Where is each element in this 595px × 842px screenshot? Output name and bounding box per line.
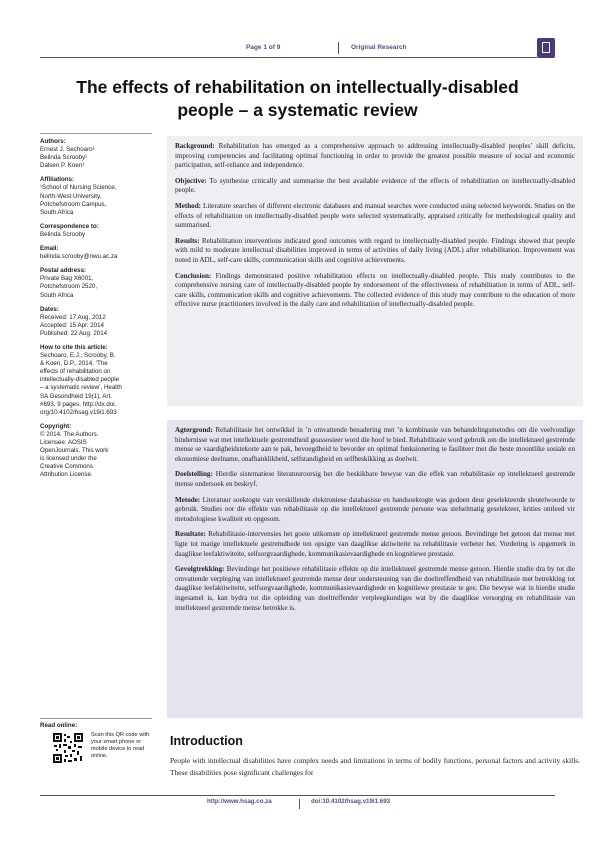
email-label: Email: <box>40 245 59 253</box>
affiliations-block <box>40 176 152 216</box>
header-divider <box>338 42 339 54</box>
correspondence-name: Belinda Scrooby <box>40 230 86 238</box>
read-online-label: Read online: <box>40 722 78 729</box>
abstract-heading: Resultate: <box>175 530 206 539</box>
affiliation-line: South Africa <box>40 208 74 216</box>
read-online-text: Scan this QR code with your smart phone or mobile device to read online. <box>91 732 150 759</box>
abstract-text: Rehabilitasie het ontwikkel in ’n omvattende benadering met ’n kombinasie van behandelingsmetodes om die veelvoudige hindernisse wat met intellektuele gestremdheid geassosieer word die hoof te bied. Rehabilitasie word gebruik om die intellektueel gestremde mense se vaardigheidstekorte aan te pak, bevoegdheid te bevorder en optimal funksionering te fasiliteer met die beste moontlike sosiale en ekonomiese deelname, onafhanklikheid, selfstandigheid en selfbeskikking as doelwit. <box>175 426 575 463</box>
copyright-label: Copyright: <box>40 422 72 430</box>
copyright-line: is licensed under the <box>40 455 97 463</box>
email-link[interactable]: belinda.scrooby@nwu.ac.za <box>40 253 118 261</box>
abstract-text: Findings demonstrated positive rehabilitation effects on intellectually-disabled people. This study contributes to the comprehensive nursing care of intellectually-disabled people by endorsement of the effectiveness of rehabilitation in terms of ADL, self-care skills, communication skills and cognitive achievements. The collected evidence of this study may contribute to the education of more effective nurse practitioners involved in the daily care and rehabilitation of intellectually-disabled people. <box>175 271 575 309</box>
cite-link[interactable]: org/10.4102/hsag.v19i1.693 <box>40 408 117 416</box>
copyright-line: Creative Commons <box>40 463 93 471</box>
date-line: Published: 22 Aug. 2014 <box>40 329 108 337</box>
postal-line: Potchefstroom 2520, <box>40 283 98 291</box>
abstract-text: Literature searches of different electronic databases and manual searches were conducted using selected keywords. Studies on the effects of rehabilitation on intellectually-disabled people were selected systematically, appraised critically for methodological quality and summarised. <box>175 201 575 230</box>
abstract-text: Bevindinge het positiewe rehabilitasie effekte op die intellektueel gestremde mense getoon. Hierdie studie dra by tot die omvattende verpleging van intellektueel gestremde mense deur ondersteuning van die doeltreffendheid van rehabilitasie met betrekking tot daaglikse leefaktiwiteite, selfsorgvaardighede, kommunikasievaardighede en kognitiewe prestasie te gee. Die bewyse wat in hierdie studie ingesamel is, kan bydra tot die opleiding van doeltreffender verpleegkundiges wat by die daaglikse versorging en rehabilitasie van intellektueel gestremde mense betrokke is. <box>175 565 575 612</box>
header-rule <box>40 57 537 58</box>
copyright-line: © 2014. The Authors. <box>40 430 99 438</box>
abstract-heading: Doelstelling: <box>175 470 213 479</box>
introduction-heading: Introduction <box>170 734 243 748</box>
abstract-text: Rehabilitation interventions indicated good outcomes with regard to intellectually-disabled people. Findings showed that people with mild to moderate intellectual disabilities improved in terms of activities of daily living (ADL) after rehabilitation. Improvement was noted in ADL, self-care skills, communication skills and cognitive achievements. <box>175 236 575 264</box>
abstract-text: Hierdie sistematiese literatuuroorsig het die beskikbare bewyse van die effek van rehabilitasie op intellektueel gestremde mense ondersoek en beskryf. <box>175 470 575 488</box>
page-header <box>40 38 555 58</box>
abstract-gevolgtrekking <box>175 565 575 613</box>
abstract-heading: Agtergrond: <box>175 426 213 434</box>
abstract-resultate <box>175 530 575 559</box>
authors-label: Authors: <box>40 138 66 145</box>
affiliation-line: Potchefstroom Campus, <box>40 200 107 208</box>
dates-block <box>40 306 152 338</box>
doi-link[interactable]: doi:10.4102/hsag.v19i1.693 <box>311 798 391 805</box>
page-number: Page 1 of 9 <box>246 44 281 51</box>
cite-line: – a systematic review’, Health <box>40 384 122 392</box>
read-online-box <box>40 718 152 767</box>
abstract-text: Rehabilitation has emerged as a comprehensive approach to addressing intellectually-disabled peoples’ skill deficits, improving competencies and facilitating optimal functioning in order to provide the greatest possible measure of social and economic participation, self-reliance and independence. <box>175 142 575 170</box>
article-type: Original Research <box>351 44 407 51</box>
abstract-doelstelling <box>175 470 575 489</box>
author-name: Dalsen P. Koen¹ <box>40 162 85 170</box>
abstract-background <box>175 142 575 171</box>
abstract-heading: Conclusion: <box>175 271 212 280</box>
abstract-text: To synthesise critically and summarise the best available evidence of the effects of rehabilitation on intellectually-disabled people. <box>175 176 575 195</box>
abstract-heading: Metode: <box>175 495 201 504</box>
authors-block <box>40 138 152 170</box>
date-line: Accepted: 15 Apr. 2014 <box>40 321 104 329</box>
footer-divider <box>299 799 300 809</box>
abstract-results <box>175 237 575 266</box>
copyright-line: Attribution License. <box>40 471 93 479</box>
abstract-text: Rehabilitasie-intervensies het goeie uitkomste op intellektueel gestremde mense getoon. Bevindinge het getoon dat mense met ligte tot matige intellektuele gestremdhede ten opsigte van daaglikse aktiwiteite na rehabilitasie verbeter het. Vordering is opgemerk in daaglikse leefaktiwiteite, selfsorgvaardighede, kommunikasievaardighede en kognitiewe prestasie. <box>175 530 575 558</box>
abstract-conclusion <box>175 272 575 310</box>
cite-line: SA Gesondheid 19(1), Art. <box>40 392 112 400</box>
abstract-english <box>167 136 583 406</box>
abstract-afrikaans <box>167 420 583 718</box>
sidebar-rule <box>40 133 152 134</box>
cite-line: intellectually-disabled people <box>40 376 120 384</box>
author-name: Ernest J. Sechoaro¹ <box>40 146 95 154</box>
correspondence-label: Correspondence to: <box>40 222 99 230</box>
abstract-objective <box>175 177 575 196</box>
copyright-block <box>40 423 152 480</box>
postal-line: South Africa <box>40 291 74 299</box>
abstract-agtergrond <box>175 426 575 464</box>
email-block <box>40 245 152 261</box>
journal-logo-icon <box>537 38 555 58</box>
abstract-heading: Objective: <box>175 176 207 185</box>
cite-line: effects of rehabilitation on <box>40 368 111 376</box>
article-title <box>40 76 555 122</box>
article-info-sidebar <box>40 138 152 485</box>
cite-link[interactable]: #693, 9 pages. http://dx.doi. <box>40 400 117 408</box>
copyright-line: OpenJournals. This work <box>40 447 109 455</box>
postal-label: Postal address: <box>40 267 87 275</box>
footer-rule <box>40 795 555 796</box>
affiliation-line: ¹School of Nursing Science, <box>40 184 117 192</box>
cite-label: How to cite this article: <box>40 343 108 351</box>
author-name: Belinda Scrooby¹ <box>40 154 88 162</box>
affiliation-line: North-West University, <box>40 192 102 200</box>
date-line: Received: 17 Aug. 2012 <box>40 313 106 321</box>
qr-code-icon[interactable] <box>52 732 84 764</box>
cite-line: Sechoaro, E.J., Scrooby, B. <box>40 352 116 360</box>
abstract-heading: Results: <box>175 236 200 245</box>
abstract-text: Literatuur soektogte van verskillende elektroniese databasisse en handsoektogte was gedoen deur geselekteerde sleutelwoorde te gebruik. Studies oor die effekte van rehabilitasie op die intellektueel gestremde persone was stelselmatig geselekteer, krities ontleed vir metodologiese kwaliteit en opgesom. <box>175 495 575 523</box>
abstract-method <box>175 202 575 231</box>
cite-line: & Koen, D.P., 2014, ‘The <box>40 360 108 368</box>
dates-label: Dates: <box>40 305 59 313</box>
abstract-metode <box>175 496 575 525</box>
title-line-2: people – a systematic review <box>177 100 418 120</box>
citation-block <box>40 344 152 417</box>
postal-block <box>40 267 152 299</box>
journal-url-link[interactable]: http://www.hsag.co.za <box>207 798 272 805</box>
abstract-heading: Gevolgtrekking: <box>175 565 225 574</box>
abstract-heading: Method: <box>175 201 202 210</box>
correspondence-block <box>40 223 152 239</box>
affiliations-label: Affiliations: <box>40 176 75 184</box>
postal-line: Private Bag X6001, <box>40 275 94 283</box>
abstract-heading: Background: <box>175 142 215 150</box>
copyright-line: Licensee: AOSIS <box>40 439 87 446</box>
title-line-1: The effects of rehabilitation on intellectually-disabled <box>76 77 519 97</box>
introduction-paragraph: People with intellectual disabilities have complex needs and limitations in terms of bodily functions, personal factors and activity skills. These disabilities pose significant challenges for <box>170 756 580 777</box>
